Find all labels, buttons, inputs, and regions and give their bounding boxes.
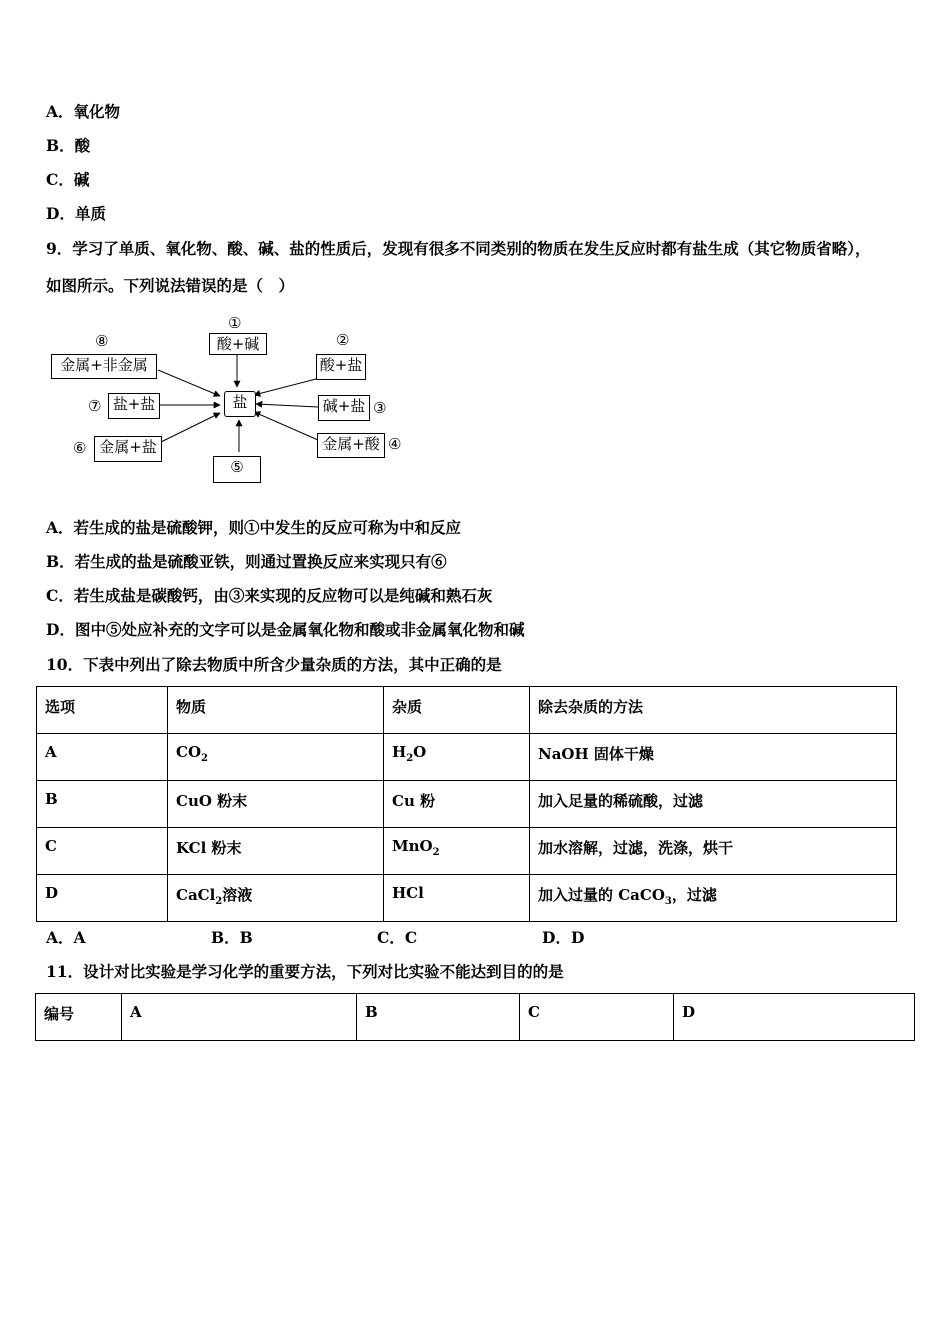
q10-header-row <box>37 687 897 734</box>
q11-header-c: C <box>520 994 674 1041</box>
row-option: B <box>37 781 168 828</box>
q8-option-a: A．氧化物 <box>46 102 121 121</box>
node-5-box <box>213 456 261 483</box>
q10-answer-c: C．C <box>377 928 418 947</box>
table-row <box>37 734 897 781</box>
q9-option-c: C．若生成盐是碳酸钙，由③来实现的反应物可以是纯碱和熟石灰 <box>46 586 493 605</box>
q8-option-c: C．碱 <box>46 170 90 189</box>
row-option: D <box>37 875 168 922</box>
row-substance: CaCl$_2$溶液 <box>168 875 384 922</box>
node-7-number: ⑦ <box>88 397 102 415</box>
row-impurity: $H_2O$ <box>384 734 530 781</box>
center-salt-box: 盐 <box>224 391 256 417</box>
q9-stem-line2: 如图所示。下列说法错误的是（ ） <box>46 276 295 295</box>
node-2-box: 酸+盐 <box>316 354 366 380</box>
salt-reaction-diagram <box>44 312 424 488</box>
q8-option-b: B．酸 <box>46 136 91 155</box>
arrow-6 <box>161 413 220 442</box>
arrow-3 <box>256 404 318 407</box>
header-method: 除去杂质的方法 <box>530 687 897 734</box>
node-1-box: 酸+碱 <box>209 333 267 355</box>
arrow-8 <box>158 370 220 396</box>
node-1-number: ① <box>228 314 242 332</box>
row-method: NaOH 固体干燥 <box>530 734 897 781</box>
node-4-number: ④ <box>388 435 402 453</box>
node-7-box: 盐+盐 <box>108 393 160 419</box>
node-8-number: ⑧ <box>95 332 109 350</box>
row-impurity: Cu 粉 <box>384 781 530 828</box>
row-substance: $CO_2$ <box>168 734 384 781</box>
header-impurity: 杂质 <box>384 687 530 734</box>
row-method: 加水溶解，过滤，洗涤，烘干 <box>530 828 897 875</box>
q11-stem: 11．设计对比实验是学习化学的重要方法，下列对比实验不能达到目的的是 <box>46 962 564 981</box>
node-4-box: 金属+酸 <box>317 433 385 458</box>
node-8-box: 金属+非金属 <box>51 354 157 379</box>
q10-answer-a: A．A <box>46 928 86 947</box>
q11-header-number: 编号 <box>36 994 122 1041</box>
node-2-number: ② <box>336 331 350 349</box>
node-3-number: ③ <box>373 399 387 417</box>
arrow-4 <box>254 412 318 440</box>
row-option: A <box>37 734 168 781</box>
header-substance: 物质 <box>168 687 384 734</box>
node-6-box: 金属+盐 <box>94 436 162 462</box>
row-method: 加入足量的稀硫酸，过滤 <box>530 781 897 828</box>
table-row <box>37 781 897 828</box>
q10-table <box>36 686 897 922</box>
q9-option-b: B．若生成的盐是硫酸亚铁，则通过置换反应来实现只有⑥ <box>46 552 447 571</box>
header-option: 选项 <box>37 687 168 734</box>
q11-header-d: D <box>674 994 915 1041</box>
q10-stem: 10．下表中列出了除去物质中所含少量杂质的方法，其中正确的是 <box>46 655 502 674</box>
table-row <box>37 875 897 922</box>
row-substance: CuO 粉末 <box>168 781 384 828</box>
row-impurity: HCl <box>384 875 530 922</box>
row-method: 加入过量的 CaCO$_3$，过滤 <box>530 875 897 922</box>
arrow-2 <box>254 379 316 395</box>
q11-table <box>35 993 915 1041</box>
q8-option-d: D．单质 <box>46 204 106 223</box>
q11-header-a: A <box>122 994 357 1041</box>
q9-option-d: D．图中⑤处应补充的文字可以是金属氧化物和酸或非金属氧化物和碱 <box>46 620 525 639</box>
row-option: C <box>37 828 168 875</box>
table-row <box>37 828 897 875</box>
q11-header-b: B <box>357 994 520 1041</box>
row-substance: KCl 粉末 <box>168 828 384 875</box>
node-6-number: ⑥ <box>73 439 87 457</box>
node-3-box: 碱+盐 <box>318 395 370 421</box>
row-impurity: MnO$_2$ <box>384 828 530 875</box>
q11-header-row <box>36 994 915 1041</box>
q9-stem-line1: 9．学习了单质、氧化物、酸、碱、盐的性质后，发现有很多不同类别的物质在发生反应时都有盐生成（其它物质省略）， <box>46 239 871 258</box>
q9-option-a: A．若生成的盐是硫酸钾，则①中发生的反应可称为中和反应 <box>46 518 462 537</box>
q10-answer-b: B．B <box>211 928 253 947</box>
q10-answer-d: D．D <box>542 928 585 947</box>
node-5-number: ⑤ <box>230 458 244 476</box>
